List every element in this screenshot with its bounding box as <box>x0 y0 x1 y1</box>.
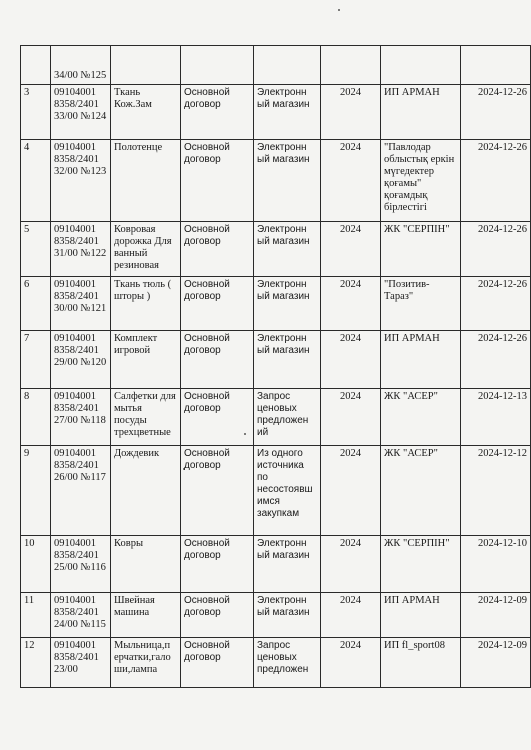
supplier-name: ИП АРМАН <box>381 85 461 140</box>
contract-type: Основной договор <box>181 331 254 389</box>
row-number: 12 <box>21 638 51 688</box>
row-number: 6 <box>21 277 51 331</box>
contract-year: 2024 <box>321 638 381 688</box>
contract-type: Основной договор <box>181 389 254 446</box>
row-number: 9 <box>21 446 51 536</box>
procurement-method: Запрос ценовых предложен <box>254 638 321 688</box>
contract-code: 09104001 8358/2401 32/00 №123 <box>51 140 111 222</box>
supplier-name: ЖК "АСЕР" <box>381 389 461 446</box>
row-number: 11 <box>21 593 51 638</box>
table-row <box>21 446 531 536</box>
contract-code: 09104001 8358/2401 29/00 №120 <box>51 331 111 389</box>
contract-year: 2024 <box>321 593 381 638</box>
contract-year: 2024 <box>321 85 381 140</box>
contract-code: 09104001 8358/2401 23/00 <box>51 638 111 688</box>
procurement-method <box>254 46 321 85</box>
procurement-method: Электронн ый магазин <box>254 140 321 222</box>
contract-code: 34/00 №125 <box>51 46 111 85</box>
item-name: Дождевик <box>111 446 181 536</box>
table-row <box>21 46 531 85</box>
row-number: 4 <box>21 140 51 222</box>
contract-type <box>181 46 254 85</box>
table-row <box>21 331 531 389</box>
contract-code: 09104001 8358/2401 33/00 №124 <box>51 85 111 140</box>
procurement-method: Электронн ый магазин <box>254 536 321 593</box>
item-name: Комплект игровой <box>111 331 181 389</box>
item-name: Полотенце <box>111 140 181 222</box>
row-number: 5 <box>21 222 51 277</box>
scan-speck <box>338 9 340 11</box>
contract-type: Основной договор <box>181 593 254 638</box>
contract-type: Основной договор <box>181 277 254 331</box>
item-name: Ткань Кож.Зам <box>111 85 181 140</box>
procurement-method: Электронн ый магазин <box>254 85 321 140</box>
contract-year: 2024 <box>321 277 381 331</box>
table-row <box>21 85 531 140</box>
contract-date: 2024-12-26 <box>461 331 531 389</box>
supplier-name: ИП fl_sport08 <box>381 638 461 688</box>
row-number: 8 <box>21 389 51 446</box>
item-name <box>111 46 181 85</box>
contract-year: 2024 <box>321 331 381 389</box>
item-name: Салфетки для мытья посуды трехцветные <box>111 389 181 446</box>
supplier-name: ИП АРМАН <box>381 331 461 389</box>
supplier-name: "Позитив-Тараз" <box>381 277 461 331</box>
contract-type: Основной договор <box>181 140 254 222</box>
procurement-method: Из одного источника по несостоявш имся закупкам <box>254 446 321 536</box>
procurement-method: Электронн ый магазин <box>254 277 321 331</box>
contract-date: 2024-12-09 <box>461 593 531 638</box>
contract-code: 09104001 8358/2401 30/00 №121 <box>51 277 111 331</box>
supplier-name: ЖК "СЕРПІН" <box>381 222 461 277</box>
contract-date: 2024-12-09 <box>461 638 531 688</box>
contract-type: Основной договор <box>181 638 254 688</box>
table-body <box>21 46 531 688</box>
contract-date: 2024-12-10 <box>461 536 531 593</box>
contract-year: 2024 <box>321 222 381 277</box>
contract-date: 2024-12-12 <box>461 446 531 536</box>
row-number: 3 <box>21 85 51 140</box>
supplier-name: "Павлодар облыстық еркін мүгедектер қоғамы" қоғамдық бірлестігі <box>381 140 461 222</box>
table-row <box>21 277 531 331</box>
procurement-method: Электронн ый магазин <box>254 593 321 638</box>
table-row <box>21 638 531 688</box>
item-name: Мыльница,п ерчатки,гало ши,лампа <box>111 638 181 688</box>
contract-year: 2024 <box>321 389 381 446</box>
item-name: Ковровая дорожка Для ванный резиновая <box>111 222 181 277</box>
item-name: Ткань тюль ( шторы ) <box>111 277 181 331</box>
contracts-table <box>20 45 531 688</box>
supplier-name <box>381 46 461 85</box>
contract-date: 2024-12-26 <box>461 222 531 277</box>
contract-year <box>321 46 381 85</box>
contract-code: 09104001 8358/2401 25/00 №116 <box>51 536 111 593</box>
table-row <box>21 389 531 446</box>
contract-type: Основной договор <box>181 536 254 593</box>
procurement-method: Запрос ценовых предложен ий <box>254 389 321 446</box>
contract-date: 2024-12-26 <box>461 85 531 140</box>
contract-date: 2024-12-26 <box>461 140 531 222</box>
contract-date <box>461 46 531 85</box>
contract-type: Основной договор <box>181 222 254 277</box>
table-row <box>21 222 531 277</box>
contract-year: 2024 <box>321 536 381 593</box>
table-row <box>21 536 531 593</box>
contract-type: Основной договор <box>181 446 254 536</box>
procurement-method: Электронн ый магазин <box>254 331 321 389</box>
contract-code: 09104001 8358/2401 27/00 №118 <box>51 389 111 446</box>
contract-type: Основной договор <box>181 85 254 140</box>
item-name: Швейная машина <box>111 593 181 638</box>
supplier-name: ИП АРМАН <box>381 593 461 638</box>
row-number: 7 <box>21 331 51 389</box>
supplier-name: ЖК "СЕРПІН" <box>381 536 461 593</box>
row-number <box>21 46 51 85</box>
row-number: 10 <box>21 536 51 593</box>
contract-date: 2024-12-26 <box>461 277 531 331</box>
procurement-method: Электронн ый магазин <box>254 222 321 277</box>
supplier-name: ЖК "АСЕР" <box>381 446 461 536</box>
contract-date: 2024-12-13 <box>461 389 531 446</box>
contract-code: 09104001 8358/2401 31/00 №122 <box>51 222 111 277</box>
table-row <box>21 140 531 222</box>
contract-code: 09104001 8358/2401 26/00 №117 <box>51 446 111 536</box>
contract-year: 2024 <box>321 446 381 536</box>
item-name: Ковры <box>111 536 181 593</box>
contract-code: 09104001 8358/2401 24/00 №115 <box>51 593 111 638</box>
contract-year: 2024 <box>321 140 381 222</box>
table-row <box>21 593 531 638</box>
